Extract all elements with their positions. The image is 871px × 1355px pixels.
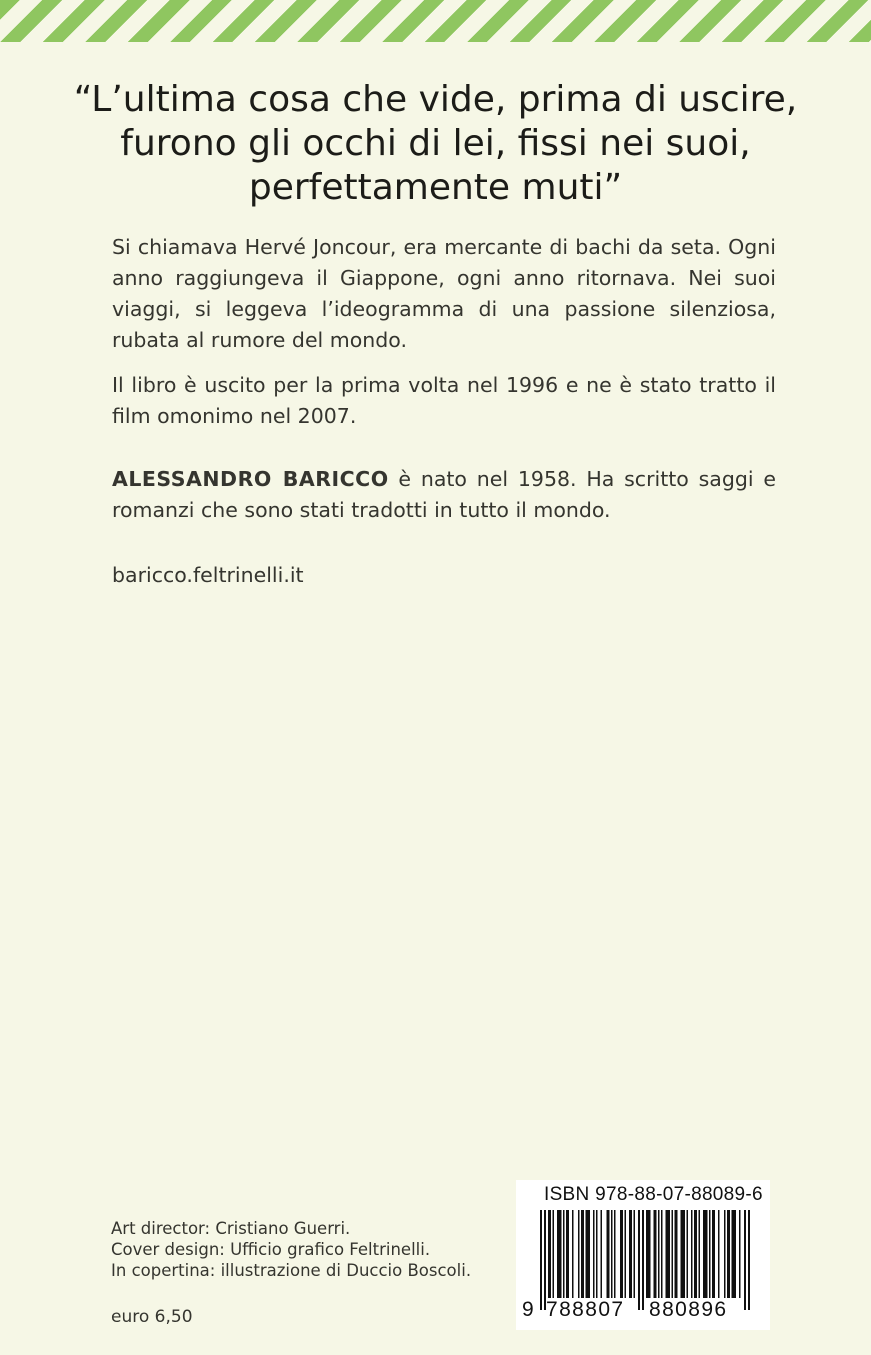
barcode-left-digits: 788807 bbox=[546, 1298, 625, 1321]
barcode-bar bbox=[611, 1210, 613, 1298]
barcode-bar bbox=[709, 1210, 711, 1298]
synopsis-paragraph: Si chiamava Hervé Joncour, era mercante di bachi da seta. Ogni anno raggiungeva il Giappone, ogni anno ritornava. Nei suoi viaggi, si leggeva l’ideogramma di una passione silenziosa, rubata al rumore del mondo. bbox=[112, 235, 776, 352]
author-bio-text: è nato nel 1958. Ha scritto saggi e romanzi che sono stati tradotti in tutto il mondo. bbox=[112, 467, 776, 522]
publication-note: Il libro è uscito per la prima volta nel 1996 e ne è stato tratto il film omonimo nel 2007. bbox=[112, 373, 776, 428]
credit-cover-design: Cover design: Ufficio grafico Feltrinelli. bbox=[111, 1240, 431, 1259]
barcode-bar bbox=[658, 1210, 660, 1298]
isbn-label: ISBN 978-88-07-88089-6 bbox=[544, 1184, 763, 1205]
quote-line: “L’ultima cosa che vide, prima di uscire, bbox=[73, 79, 798, 120]
quote-line: perfettamente muti” bbox=[248, 167, 623, 208]
barcode-bar bbox=[586, 1210, 591, 1298]
credit-art-director: Art director: Cristiano Guerri. bbox=[111, 1219, 351, 1238]
barcode-bar bbox=[691, 1210, 693, 1298]
barcode-guard-bar bbox=[544, 1210, 546, 1310]
website-link[interactable]: baricco.feltrinelli.it bbox=[112, 563, 304, 587]
barcode-bar bbox=[687, 1210, 689, 1298]
cover-quote bbox=[60, 78, 811, 210]
barcode-bar bbox=[703, 1210, 708, 1298]
barcode-bar bbox=[654, 1210, 657, 1298]
barcode-bar bbox=[739, 1210, 741, 1298]
barcode-bar bbox=[620, 1210, 623, 1298]
barcode-bar bbox=[578, 1210, 580, 1298]
barcode-right-digits: 880896 bbox=[649, 1298, 728, 1321]
barcode-bar bbox=[629, 1210, 632, 1298]
barcode-bar bbox=[694, 1210, 697, 1298]
barcode-bar bbox=[596, 1210, 598, 1298]
barcode-first-digit: 9 bbox=[522, 1298, 536, 1321]
barcode-bar bbox=[607, 1210, 610, 1298]
barcode-bar bbox=[675, 1210, 678, 1298]
barcode-bar bbox=[727, 1210, 730, 1298]
barcode-bar bbox=[581, 1210, 584, 1298]
barcode-bar bbox=[563, 1210, 565, 1298]
credit-cover-image: In copertina: illustrazione di Duccio Boscoli. bbox=[111, 1261, 472, 1280]
author-name: ALESSANDRO BARICCO bbox=[112, 467, 389, 491]
quote-line: furono gli occhi di lei, fissi nei suoi, bbox=[120, 123, 751, 164]
barcode-guard-bar bbox=[642, 1210, 644, 1310]
barcode-bar bbox=[718, 1210, 720, 1298]
barcode-bar bbox=[548, 1210, 551, 1298]
decorative-stripe-band bbox=[0, 0, 871, 42]
barcode-bar bbox=[614, 1210, 616, 1298]
barcode-bar bbox=[634, 1210, 636, 1298]
barcode-bar bbox=[661, 1210, 663, 1298]
barcode-guard-bar bbox=[744, 1210, 746, 1310]
barcode bbox=[516, 1180, 770, 1330]
barcode-guard-bar bbox=[748, 1210, 750, 1310]
barcode-bar bbox=[557, 1210, 562, 1298]
barcode-bar bbox=[572, 1210, 574, 1298]
barcode-bar bbox=[712, 1210, 715, 1298]
barcode-bar bbox=[553, 1210, 555, 1298]
barcode-bar bbox=[681, 1210, 686, 1298]
barcode-bar bbox=[672, 1210, 674, 1298]
author-bio bbox=[112, 464, 776, 526]
barcode-bar bbox=[593, 1210, 595, 1298]
barcode-bar bbox=[724, 1210, 726, 1298]
barcode-bar bbox=[699, 1210, 701, 1298]
barcode-bar bbox=[732, 1210, 737, 1298]
credits-block bbox=[111, 1218, 471, 1281]
barcode-guard-bar bbox=[540, 1210, 542, 1310]
barcode-bar bbox=[566, 1210, 569, 1298]
barcode-guard-bar bbox=[638, 1210, 640, 1310]
barcode-bar bbox=[646, 1210, 651, 1298]
barcode-bar bbox=[666, 1210, 671, 1298]
barcode-bar bbox=[601, 1210, 603, 1298]
price-label: euro 6,50 bbox=[111, 1307, 193, 1327]
barcode-bar bbox=[625, 1210, 627, 1298]
